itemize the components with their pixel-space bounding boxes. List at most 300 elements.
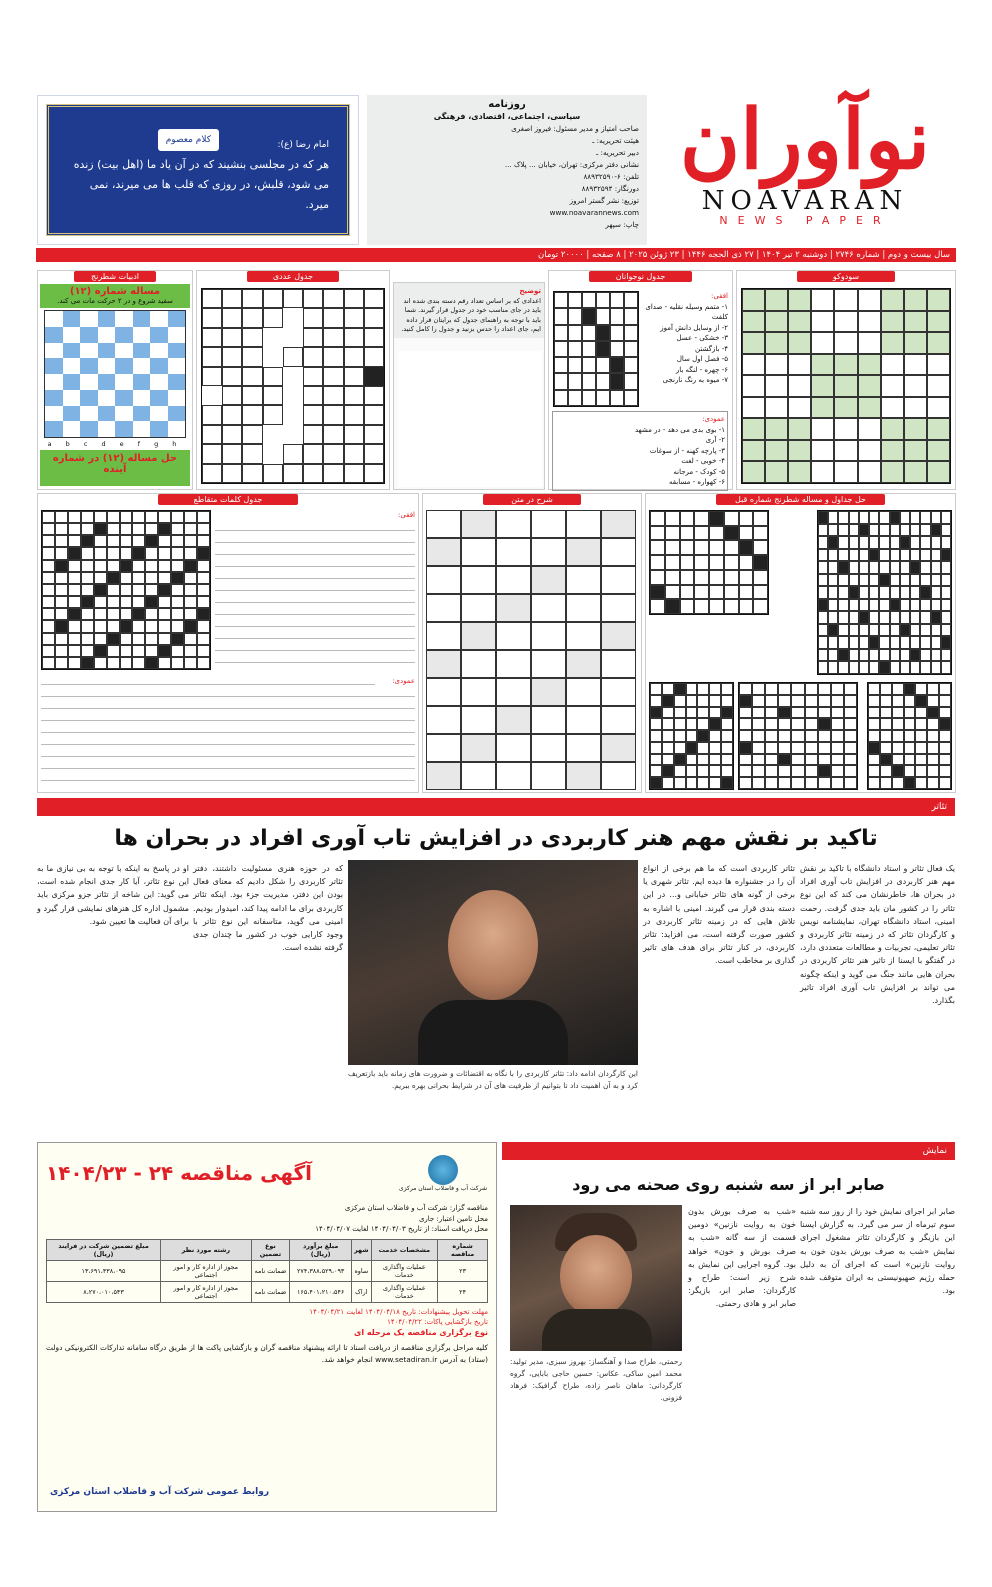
grid-cell[interactable]: [818, 611, 828, 624]
grid-cell[interactable]: [805, 754, 818, 766]
grid-cell[interactable]: [881, 332, 904, 354]
young-crossword-grid[interactable]: [553, 291, 639, 407]
grid-cell[interactable]: [904, 289, 927, 311]
grid-cell[interactable]: [680, 555, 695, 570]
grid-cell[interactable]: [686, 777, 698, 789]
grid-cell[interactable]: [171, 657, 184, 669]
grid-cell[interactable]: [202, 464, 222, 483]
grid-cell[interactable]: [805, 742, 818, 754]
grid-cell[interactable]: [890, 574, 900, 587]
grid-cell[interactable]: [42, 535, 55, 547]
grid-cell[interactable]: [805, 718, 818, 730]
grid-cell[interactable]: [697, 683, 709, 695]
grid-cell[interactable]: [665, 540, 680, 555]
grid-cell[interactable]: [778, 707, 791, 719]
grid-cell[interactable]: [674, 754, 686, 766]
grid-cell[interactable]: [890, 661, 900, 674]
grid-cell[interactable]: [120, 560, 133, 572]
grid-cell[interactable]: [303, 444, 323, 463]
grid-cell[interactable]: [765, 777, 778, 789]
grid-cell[interactable]: [283, 444, 303, 463]
grid-cell[interactable]: [81, 511, 94, 523]
grid-cell[interactable]: [610, 341, 624, 357]
grid-cell[interactable]: [834, 461, 857, 483]
grid-cell[interactable]: [910, 636, 920, 649]
grid-cell[interactable]: [941, 624, 951, 637]
grid-cell[interactable]: [753, 511, 768, 526]
grid-cell[interactable]: [818, 695, 831, 707]
grid-cell[interactable]: [68, 535, 81, 547]
grid-cell[interactable]: [222, 405, 242, 424]
grid-cell[interactable]: [596, 373, 610, 389]
grid-cell[interactable]: [197, 645, 210, 657]
grid-cell[interactable]: [859, 524, 869, 537]
grid-cell[interactable]: [531, 594, 566, 622]
grid-cell[interactable]: [904, 375, 927, 397]
grid-cell[interactable]: [709, 585, 724, 600]
grid-cell[interactable]: [939, 683, 951, 695]
grid-cell[interactable]: [869, 624, 879, 637]
grid-cell[interactable]: [283, 367, 303, 386]
grid-cell[interactable]: [662, 707, 674, 719]
grid-cell[interactable]: [881, 440, 904, 462]
grid-cell[interactable]: [242, 289, 262, 308]
grid-cell[interactable]: [55, 620, 68, 632]
grid-cell[interactable]: [904, 332, 927, 354]
grid-cell[interactable]: [927, 375, 950, 397]
grid-cell[interactable]: [791, 683, 804, 695]
grid-cell[interactable]: [686, 683, 698, 695]
grid-cell[interactable]: [650, 742, 662, 754]
grid-cell[interactable]: [849, 624, 859, 637]
grid-cell[interactable]: [788, 332, 811, 354]
grid-cell[interactable]: [828, 611, 838, 624]
grid-cell[interactable]: [132, 657, 145, 669]
grid-cell[interactable]: [879, 549, 889, 562]
grid-cell[interactable]: [834, 397, 857, 419]
grid-cell[interactable]: [915, 695, 927, 707]
grid-cell[interactable]: [531, 678, 566, 706]
grid-cell[interactable]: [831, 754, 844, 766]
grid-cell[interactable]: [920, 574, 930, 587]
chess-square[interactable]: [115, 421, 133, 437]
grid-cell[interactable]: [818, 754, 831, 766]
grid-cell[interactable]: [242, 405, 262, 424]
grid-cell[interactable]: [927, 742, 939, 754]
grid-cell[interactable]: [721, 754, 733, 766]
grid-cell[interactable]: [197, 572, 210, 584]
grid-cell[interactable]: [791, 777, 804, 789]
grid-cell[interactable]: [927, 332, 950, 354]
grid-cell[interactable]: [742, 440, 765, 462]
grid-cell[interactable]: [601, 510, 636, 538]
grid-cell[interactable]: [81, 547, 94, 559]
grid-cell[interactable]: [818, 586, 828, 599]
grid-cell[interactable]: [765, 683, 778, 695]
grid-cell[interactable]: [650, 540, 665, 555]
grid-cell[interactable]: [81, 620, 94, 632]
grid-cell[interactable]: [68, 584, 81, 596]
grid-cell[interactable]: [927, 730, 939, 742]
grid-cell[interactable]: [650, 526, 665, 541]
grid-cell[interactable]: [94, 511, 107, 523]
grid-cell[interactable]: [674, 683, 686, 695]
grid-cell[interactable]: [132, 511, 145, 523]
grid-cell[interactable]: [931, 586, 941, 599]
grid-cell[interactable]: [566, 762, 601, 790]
grid-cell[interactable]: [879, 561, 889, 574]
grid-cell[interactable]: [426, 594, 461, 622]
grid-cell[interactable]: [610, 308, 624, 324]
chess-square[interactable]: [115, 374, 133, 390]
grid-cell[interactable]: [788, 354, 811, 376]
grid-cell[interactable]: [461, 762, 496, 790]
grid-cell[interactable]: [566, 650, 601, 678]
grid-cell[interactable]: [496, 678, 531, 706]
grid-cell[interactable]: [831, 718, 844, 730]
chess-square[interactable]: [150, 374, 168, 390]
grid-cell[interactable]: [869, 536, 879, 549]
grid-cell[interactable]: [765, 440, 788, 462]
grid-cell[interactable]: [426, 566, 461, 594]
grid-cell[interactable]: [686, 707, 698, 719]
grid-cell[interactable]: [202, 289, 222, 308]
grid-cell[interactable]: [868, 765, 880, 777]
grid-cell[interactable]: [120, 596, 133, 608]
chess-square[interactable]: [80, 311, 98, 327]
grid-cell[interactable]: [818, 742, 831, 754]
grid-cell[interactable]: [184, 535, 197, 547]
grid-cell[interactable]: [752, 754, 765, 766]
grid-cell[interactable]: [818, 511, 828, 524]
grid-cell[interactable]: [461, 706, 496, 734]
grid-cell[interactable]: [752, 707, 765, 719]
grid-cell[interactable]: [721, 718, 733, 730]
grid-cell[interactable]: [880, 730, 892, 742]
grid-cell[interactable]: [531, 622, 566, 650]
grid-cell[interactable]: [890, 524, 900, 537]
grid-cell[interactable]: [171, 596, 184, 608]
grid-cell[interactable]: [158, 596, 171, 608]
grid-cell[interactable]: [849, 649, 859, 662]
grid-cell[interactable]: [859, 549, 869, 562]
grid-cell[interactable]: [81, 584, 94, 596]
grid-cell[interactable]: [197, 584, 210, 596]
grid-cell[interactable]: [939, 695, 951, 707]
grid-cell[interactable]: [662, 718, 674, 730]
grid-cell[interactable]: [132, 535, 145, 547]
grid-cell[interactable]: [568, 341, 582, 357]
chess-square[interactable]: [80, 390, 98, 406]
grid-cell[interactable]: [881, 397, 904, 419]
grid-cell[interactable]: [879, 511, 889, 524]
grid-cell[interactable]: [554, 390, 568, 406]
grid-cell[interactable]: [890, 586, 900, 599]
grid-cell[interactable]: [263, 289, 283, 308]
grid-cell[interactable]: [303, 405, 323, 424]
grid-cell[interactable]: [184, 608, 197, 620]
grid-cell[interactable]: [834, 418, 857, 440]
chess-board[interactable]: [44, 310, 186, 438]
grid-cell[interactable]: [939, 777, 951, 789]
grid-cell[interactable]: [904, 754, 916, 766]
grid-cell[interactable]: [568, 357, 582, 373]
grid-cell[interactable]: [927, 754, 939, 766]
grid-cell[interactable]: [94, 633, 107, 645]
grid-cell[interactable]: [323, 328, 343, 347]
grid-cell[interactable]: [68, 523, 81, 535]
grid-cell[interactable]: [752, 777, 765, 789]
grid-cell[interactable]: [890, 624, 900, 637]
grid-cell[interactable]: [55, 560, 68, 572]
grid-cell[interactable]: [791, 742, 804, 754]
grid-cell[interactable]: [694, 526, 709, 541]
grid-cell[interactable]: [818, 524, 828, 537]
grid-cell[interactable]: [904, 311, 927, 333]
grid-cell[interactable]: [694, 555, 709, 570]
grid-cell[interactable]: [879, 586, 889, 599]
chess-square[interactable]: [63, 358, 81, 374]
grid-cell[interactable]: [222, 308, 242, 327]
grid-cell[interactable]: [838, 636, 848, 649]
grid-cell[interactable]: [927, 461, 950, 483]
grid-cell[interactable]: [686, 718, 698, 730]
grid-cell[interactable]: [828, 574, 838, 587]
grid-cell[interactable]: [920, 561, 930, 574]
grid-cell[interactable]: [721, 777, 733, 789]
grid-cell[interactable]: [596, 308, 610, 324]
grid-cell[interactable]: [694, 511, 709, 526]
grid-cell[interactable]: [426, 622, 461, 650]
grid-cell[interactable]: [694, 570, 709, 585]
grid-cell[interactable]: [674, 777, 686, 789]
grid-cell[interactable]: [931, 624, 941, 637]
grid-cell[interactable]: [791, 765, 804, 777]
grid-cell[interactable]: [900, 661, 910, 674]
grid-cell[interactable]: [426, 510, 461, 538]
grid-cell[interactable]: [765, 418, 788, 440]
grid-cell[interactable]: [496, 622, 531, 650]
grid-cell[interactable]: [461, 678, 496, 706]
grid-cell[interactable]: [662, 695, 674, 707]
grid-cell[interactable]: [742, 354, 765, 376]
grid-cell[interactable]: [892, 707, 904, 719]
chess-square[interactable]: [115, 343, 133, 359]
grid-cell[interactable]: [739, 570, 754, 585]
grid-cell[interactable]: [55, 645, 68, 657]
grid-cell[interactable]: [739, 707, 752, 719]
grid-cell[interactable]: [461, 566, 496, 594]
grid-cell[interactable]: [844, 718, 857, 730]
grid-cell[interactable]: [811, 354, 834, 376]
grid-cell[interactable]: [107, 511, 120, 523]
grid-cell[interactable]: [838, 561, 848, 574]
grid-cell[interactable]: [900, 624, 910, 637]
grid-cell[interactable]: [920, 661, 930, 674]
grid-cell[interactable]: [94, 547, 107, 559]
grid-cell[interactable]: [624, 373, 638, 389]
grid-cell[interactable]: [68, 560, 81, 572]
grid-cell[interactable]: [818, 636, 828, 649]
grid-cell[interactable]: [879, 536, 889, 549]
grid-cell[interactable]: [107, 584, 120, 596]
grid-cell[interactable]: [900, 586, 910, 599]
grid-cell[interactable]: [788, 461, 811, 483]
grid-cell[interactable]: [859, 649, 869, 662]
chess-square[interactable]: [150, 327, 168, 343]
grid-cell[interactable]: [222, 347, 242, 366]
grid-cell[interactable]: [724, 570, 739, 585]
grid-cell[interactable]: [323, 308, 343, 327]
grid-cell[interactable]: [881, 311, 904, 333]
grid-cell[interactable]: [849, 536, 859, 549]
grid-cell[interactable]: [171, 535, 184, 547]
grid-cell[interactable]: [879, 574, 889, 587]
grid-cell[interactable]: [686, 765, 698, 777]
grid-cell[interactable]: [778, 718, 791, 730]
grid-cell[interactable]: [931, 524, 941, 537]
grid-cell[interactable]: [805, 683, 818, 695]
grid-cell[interactable]: [107, 547, 120, 559]
grid-cell[interactable]: [94, 596, 107, 608]
grid-cell[interactable]: [344, 367, 364, 386]
grid-cell[interactable]: [849, 636, 859, 649]
grid-cell[interactable]: [844, 695, 857, 707]
grid-cell[interactable]: [765, 332, 788, 354]
grid-cell[interactable]: [242, 425, 262, 444]
grid-cell[interactable]: [568, 308, 582, 324]
grid-cell[interactable]: [694, 599, 709, 614]
grid-cell[interactable]: [892, 718, 904, 730]
chess-square[interactable]: [63, 421, 81, 437]
grid-cell[interactable]: [42, 511, 55, 523]
grid-cell[interactable]: [858, 397, 881, 419]
grid-cell[interactable]: [724, 585, 739, 600]
grid-cell[interactable]: [42, 584, 55, 596]
grid-cell[interactable]: [120, 584, 133, 596]
grid-cell[interactable]: [202, 308, 222, 327]
grid-cell[interactable]: [931, 599, 941, 612]
grid-cell[interactable]: [263, 425, 283, 444]
grid-cell[interactable]: [900, 574, 910, 587]
grid-cell[interactable]: [910, 524, 920, 537]
grid-cell[interactable]: [858, 440, 881, 462]
chess-square[interactable]: [98, 390, 116, 406]
grid-cell[interactable]: [566, 734, 601, 762]
grid-cell[interactable]: [811, 311, 834, 333]
chess-square[interactable]: [98, 406, 116, 422]
grid-cell[interactable]: [831, 683, 844, 695]
chess-square[interactable]: [150, 343, 168, 359]
grid-cell[interactable]: [890, 611, 900, 624]
grid-cell[interactable]: [831, 730, 844, 742]
grid-cell[interactable]: [680, 526, 695, 541]
grid-cell[interactable]: [811, 418, 834, 440]
grid-cell[interactable]: [931, 561, 941, 574]
grid-cell[interactable]: [910, 586, 920, 599]
grid-cell[interactable]: [811, 461, 834, 483]
grid-cell[interactable]: [890, 549, 900, 562]
grid-cell[interactable]: [805, 730, 818, 742]
grid-cell[interactable]: [624, 341, 638, 357]
grid-cell[interactable]: [566, 594, 601, 622]
grid-cell[interactable]: [931, 511, 941, 524]
grid-cell[interactable]: [879, 524, 889, 537]
grid-cell[interactable]: [904, 695, 916, 707]
grid-cell[interactable]: [68, 608, 81, 620]
grid-cell[interactable]: [694, 585, 709, 600]
grid-cell[interactable]: [834, 375, 857, 397]
grid-cell[interactable]: [788, 397, 811, 419]
grid-cell[interactable]: [931, 611, 941, 624]
grid-cell[interactable]: [849, 574, 859, 587]
grid-cell[interactable]: [582, 357, 596, 373]
grid-cell[interactable]: [697, 730, 709, 742]
grid-cell[interactable]: [496, 538, 531, 566]
chess-square[interactable]: [45, 374, 63, 390]
grid-cell[interactable]: [531, 706, 566, 734]
grid-cell[interactable]: [171, 560, 184, 572]
grid-cell[interactable]: [222, 328, 242, 347]
grid-cell[interactable]: [650, 730, 662, 742]
grid-cell[interactable]: [132, 620, 145, 632]
grid-cell[interactable]: [202, 367, 222, 386]
grid-cell[interactable]: [68, 511, 81, 523]
grid-cell[interactable]: [81, 523, 94, 535]
grid-cell[interactable]: [890, 511, 900, 524]
grid-cell[interactable]: [662, 765, 674, 777]
chess-square[interactable]: [133, 421, 151, 437]
grid-cell[interactable]: [184, 511, 197, 523]
grid-cell[interactable]: [42, 620, 55, 632]
grid-cell[interactable]: [724, 540, 739, 555]
grid-cell[interactable]: [904, 730, 916, 742]
grid-cell[interactable]: [624, 325, 638, 341]
grid-cell[interactable]: [42, 645, 55, 657]
grid-cell[interactable]: [610, 325, 624, 341]
grid-cell[interactable]: [120, 547, 133, 559]
grid-cell[interactable]: [910, 536, 920, 549]
grid-cell[interactable]: [844, 730, 857, 742]
grid-cell[interactable]: [868, 707, 880, 719]
grid-cell[interactable]: [858, 289, 881, 311]
grid-cell[interactable]: [931, 649, 941, 662]
grid-cell[interactable]: [739, 526, 754, 541]
grid-cell[interactable]: [81, 608, 94, 620]
grid-cell[interactable]: [910, 511, 920, 524]
grid-cell[interactable]: [859, 586, 869, 599]
grid-cell[interactable]: [880, 765, 892, 777]
chess-square[interactable]: [168, 358, 186, 374]
chess-square[interactable]: [133, 358, 151, 374]
grid-cell[interactable]: [869, 636, 879, 649]
grid-cell[interactable]: [662, 742, 674, 754]
grid-cell[interactable]: [880, 695, 892, 707]
grid-cell[interactable]: [818, 574, 828, 587]
grid-cell[interactable]: [145, 560, 158, 572]
grid-cell[interactable]: [650, 599, 665, 614]
grid-cell[interactable]: [610, 373, 624, 389]
grid-cell[interactable]: [931, 636, 941, 649]
grid-cell[interactable]: [868, 683, 880, 695]
grid-cell[interactable]: [927, 397, 950, 419]
grid-cell[interactable]: [838, 536, 848, 549]
chess-square[interactable]: [98, 421, 116, 437]
grid-cell[interactable]: [742, 289, 765, 311]
grid-cell[interactable]: [344, 289, 364, 308]
grid-cell[interactable]: [920, 511, 930, 524]
grid-cell[interactable]: [941, 549, 951, 562]
